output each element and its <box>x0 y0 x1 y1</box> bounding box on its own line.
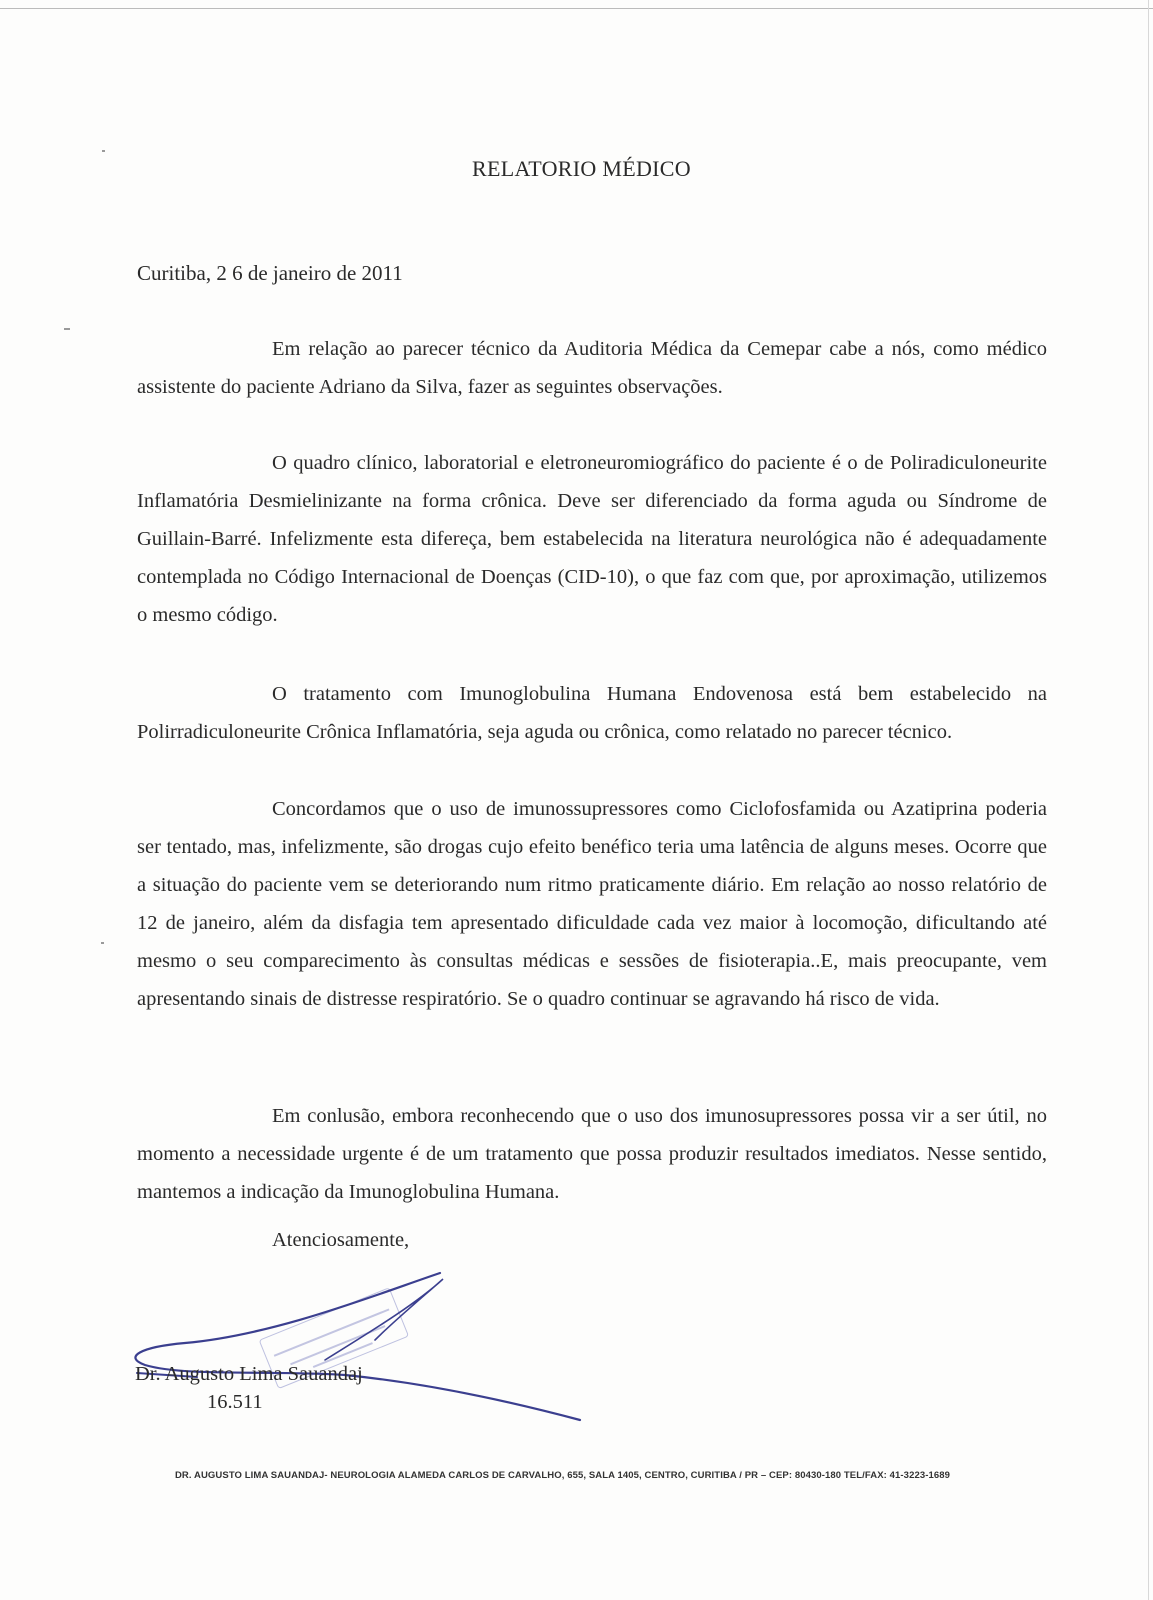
paragraph-4 <box>137 790 1047 1018</box>
letterhead-footer: DR. AUGUSTO LIMA SAUANDAJ- NEUROLOGIA ALAMEDA CARLOS DE CARVALHO, 655, SALA 1405, CENTRO, CURITIBA / PR – CEP: 80430-180 TEL/FAX: 41-3223-1689 <box>174 1470 951 1481</box>
scan-right-edge <box>1148 0 1149 1600</box>
paragraph-text: Concordamos que o uso de imunossupressores como Ciclofosfamida ou Azatiprina poderia ser tentado, mas, infelizmente, são drogas cujo efeito benéfico teria uma latência de alguns meses. Ocorre que a situação do paciente vem se deteriorando num ritmo praticamente diário. Em relação ao nosso relatório de 12 de janeiro, além da disfagia tem apresentado dificuldade cada vez maior à locomoção, dificultando até mesmo o seu comparecimento às consultas médicas e sessões de fisioterapia..E, mais preocupante, vem apresentando sinais de distresse respiratório. Se o quadro continuar se agravando há risco de vida. <box>137 798 1047 1010</box>
scan-speck <box>64 328 70 330</box>
document-title: RELATORIO MÉDICO <box>472 156 691 181</box>
signature-stroke <box>325 1279 443 1360</box>
paragraph-text: O quadro clínico, laboratorial e eletroneuromiográfico do paciente é o de Poliradiculoneurite Inflamatória Desmielinizante na forma crônica. Deve ser diferenciado da forma aguda ou Síndrome de Guillain-Barré. Infelizmente esta difereça, bem estabelecida na literatura neurológica não é adequadamente contemplada no Código Internacional de Doenças (CID-10), o que faz com que, por aproximação, utilizemos o mesmo código. <box>137 452 1047 626</box>
scan-top-rule <box>0 8 1153 9</box>
paragraph-text: Em relação ao parecer técnico da Auditoria Médica da Cemepar cabe a nós, como médico assistente do paciente Adriano da Silva, fazer as seguintes observações. <box>137 338 1047 398</box>
paragraph-2 <box>137 444 1047 634</box>
scan-speck <box>102 150 105 152</box>
signer-name: Dr. Augusto Lima Sauandaj <box>135 1363 363 1385</box>
paragraph-3 <box>137 675 1047 751</box>
handwritten-signature <box>125 1265 595 1435</box>
date-line: Curitiba, 2 6 de janeiro de 2011 <box>137 261 403 285</box>
scan-speck <box>101 942 104 944</box>
paragraph-text: Em conlusão, embora reconhecendo que o uso dos imunosupressores possa vir a ser útil, no momento a necessidade urgente é de um tratamento que possa produzir resultados imediatos. Nesse sentido, mantemos a indicação da Imunoglobulina Humana. <box>137 1105 1047 1203</box>
paragraph-1 <box>137 330 1047 406</box>
closing-salutation: Atenciosamente, <box>272 1229 410 1251</box>
paragraph-5 <box>137 1097 1047 1211</box>
signature-stroke <box>135 1273 580 1420</box>
paragraph-text: O tratamento com Imunoglobulina Humana Endovenosa está bem estabelecido na Polirradiculoneurite Crônica Inflamatória, seja aguda ou crônica, como relatado no parecer técnico. <box>137 683 1047 743</box>
signer-crm: 16.511 <box>207 1391 263 1413</box>
